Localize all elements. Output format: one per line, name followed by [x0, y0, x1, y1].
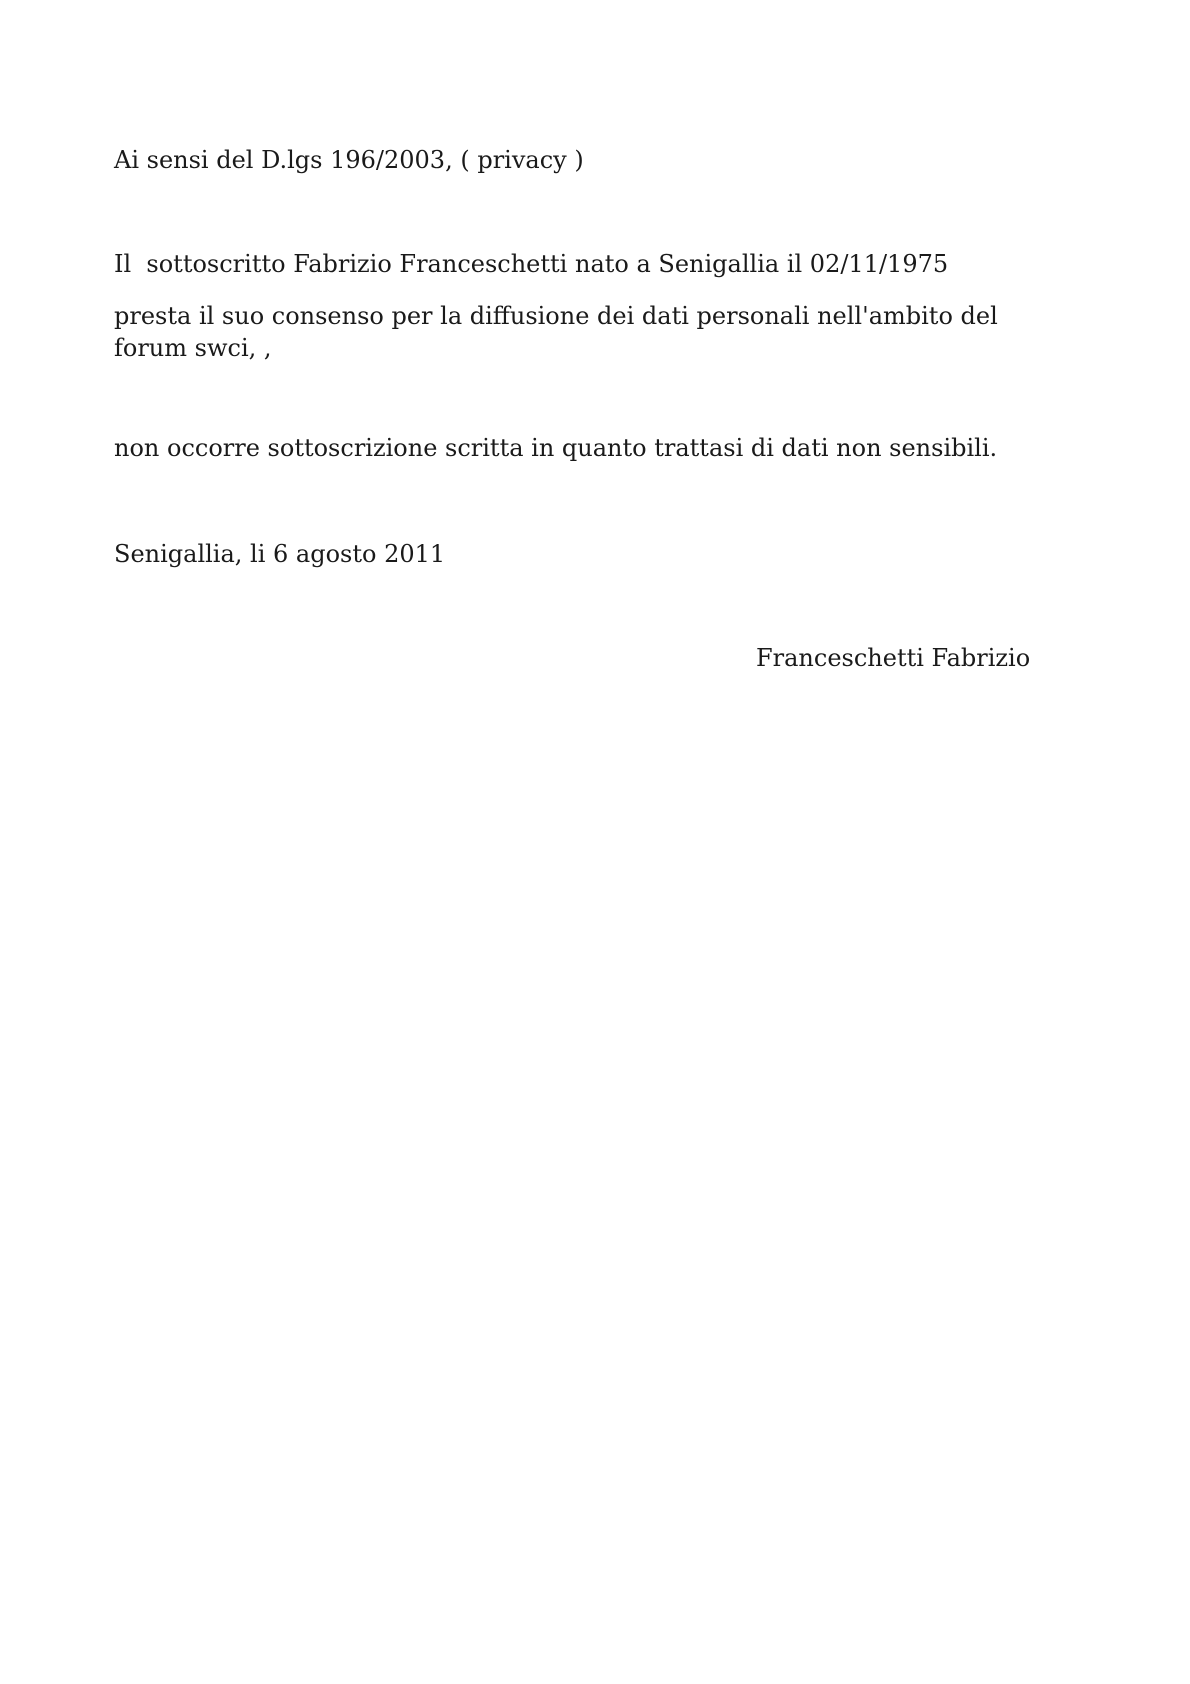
place-date: Senigallia, li 6 agosto 2011 — [114, 540, 446, 568]
consent-paragraph: presta il suo consenso per la diffusione dei dati personali nell'ambito del forum swci, , — [114, 302, 998, 362]
declaration-paragraph: Il sottoscritto Fabrizio Franceschetti nato a Senigallia il 02/11/1975 — [114, 250, 949, 278]
note-paragraph: non occorre sottoscrizione scritta in quanto trattasi di dati non sensibili. — [114, 434, 998, 462]
document-heading: Ai sensi del D.lgs 196/2003, ( privacy ) — [114, 146, 584, 174]
signature-name: Franceschetti Fabrizio — [756, 644, 1031, 672]
